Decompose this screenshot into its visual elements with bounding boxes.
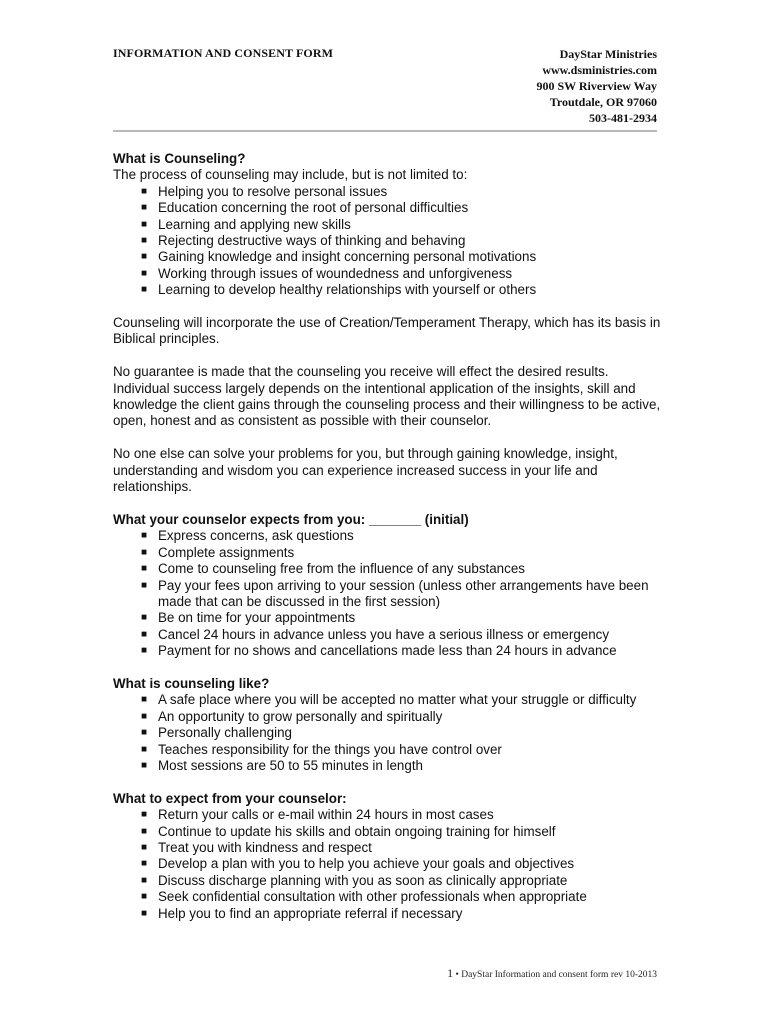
bullet-icon: ■ — [141, 825, 148, 837]
bullet-icon: ■ — [141, 628, 148, 640]
counselor-commitments-list — [113, 807, 661, 922]
list-item: ■ Be on time for your appointments — [141, 610, 356, 626]
bullet-icon: ■ — [141, 563, 148, 575]
list-item: ■ A safe place where you will be accepted no matter what your struggle or difficulty — [141, 692, 637, 708]
list-item: ■ Seek confidential consultation with other professionals when appropriate — [141, 889, 587, 905]
list-item: ■ Learning and applying new skills — [141, 216, 351, 232]
bullet-icon: ■ — [141, 202, 148, 214]
list-item: ■ Payment for no shows and cancellations made less than 24 hours in advance — [141, 643, 617, 659]
list-item: ■ Return your calls or e-mail within 24 hours in most cases — [141, 807, 494, 823]
list-item: ■ An opportunity to grow personally and spiritually — [141, 708, 443, 724]
bullet-icon: ■ — [141, 907, 148, 919]
footer-separator: • — [455, 970, 459, 980]
bullet-icon: ■ — [141, 251, 148, 263]
list-item: ■ Develop a plan with you to help you achieve your goals and objectives — [141, 856, 575, 872]
bullet-icon: ■ — [141, 546, 148, 558]
bullet-icon: ■ — [141, 759, 148, 771]
form-body — [113, 151, 661, 922]
form-title: INFORMATION AND CONSENT FORM — [113, 46, 334, 60]
section-heading-counselor-expects: What your counselor expects from you: _______ (initial) — [113, 511, 469, 527]
bullet-icon: ■ — [141, 579, 148, 591]
page-footer — [447, 966, 657, 981]
list-item: ■ Helping you to resolve personal issues — [141, 183, 388, 199]
list-item: ■ Gaining knowledge and insight concerning personal motivations — [141, 249, 537, 265]
section-heading-counseling-like: What is counseling like? — [113, 675, 270, 691]
footer-text: DayStar Information and consent form rev 10-2013 — [461, 970, 657, 980]
bullet-icon: ■ — [141, 694, 148, 706]
list-item: ■ Education concerning the root of personal difficulties — [141, 200, 469, 216]
counseling-process-list — [113, 184, 661, 299]
bullet-icon: ■ — [141, 218, 148, 230]
bullet-icon: ■ — [141, 874, 148, 886]
org-name: DayStar Ministries — [559, 47, 657, 61]
bullet-icon: ■ — [141, 710, 148, 722]
list-item: ■ Most sessions are 50 to 55 minutes in length — [141, 757, 423, 773]
header-divider — [113, 130, 657, 132]
list-item: ■ Help you to find an appropriate referral if necessary — [141, 905, 463, 921]
paragraph-therapy-basis: Counseling will incorporate the use of Creation/Temperament Therapy, which has its basis in Biblical principles. — [113, 315, 661, 347]
list-item: ■ Continue to update his skills and obtain ongoing training for himself — [141, 823, 556, 839]
list-item: ■ Teaches responsibility for the things you have control over — [141, 741, 502, 757]
list-item: ■ Rejecting destructive ways of thinking and behaving — [141, 233, 466, 249]
bullet-icon: ■ — [141, 267, 148, 279]
list-item: ■ Personally challenging — [141, 725, 292, 741]
org-city-state-zip: Troutdale, OR 97060 — [549, 95, 657, 109]
section-heading-expect-from-counselor: What to expect from your counselor: — [113, 790, 347, 806]
bullet-icon: ■ — [141, 645, 148, 657]
list-item: ■ Come to counseling free from the influence of any substances — [141, 561, 525, 577]
bullet-icon: ■ — [141, 809, 148, 821]
list-item: ■ Discuss discharge planning with you as soon as clinically appropriate — [141, 872, 568, 888]
org-phone: 503-481-2934 — [589, 111, 657, 125]
section-intro: The process of counseling may include, but is not limited to: — [113, 167, 468, 183]
bullet-icon: ■ — [141, 727, 148, 739]
bullet-icon: ■ — [141, 891, 148, 903]
bullet-icon: ■ — [141, 858, 148, 870]
section-heading-what-is-counseling: What is Counseling? — [113, 151, 246, 166]
org-address-block — [536, 46, 657, 126]
page-number: 1 — [447, 966, 454, 980]
list-item: ■ Express concerns, ask questions — [141, 528, 354, 544]
org-street: 900 SW Riverview Way — [536, 79, 657, 93]
bullet-icon: ■ — [141, 743, 148, 755]
bullet-icon: ■ — [141, 185, 148, 197]
list-item: ■ Treat you with kindness and respect — [141, 839, 372, 855]
org-website: www.dsministries.com — [542, 63, 657, 77]
bullet-icon: ■ — [141, 612, 148, 624]
client-expectations-list — [113, 528, 661, 659]
paragraph-success: No one else can solve your problems for you, but through gaining knowledge, insight, understanding and wisdom you can experience increased success in your life and relationships. — [113, 446, 618, 495]
bullet-icon: ■ — [141, 284, 148, 296]
list-item: ■ Pay your fees upon arriving to your session (unless other arrangements have been made that can be discussed in the first session) — [141, 577, 649, 609]
list-item: ■ Cancel 24 hours in advance unless you have a serious illness or emergency — [141, 626, 610, 642]
bullet-icon: ■ — [141, 841, 148, 853]
paragraph-no-guarantee: No guarantee is made that the counseling you receive will effect the desired results. Individual success largely depends on the intentional application of the insights, skill and knowledge the client gains through the counseling process and their willingness to be active, open, honest and as consistent as possible with their counselor. — [113, 364, 661, 429]
bullet-icon: ■ — [141, 235, 148, 247]
counseling-like-list — [113, 692, 661, 774]
list-item: ■ Learning to develop healthy relationships with yourself or others — [141, 282, 537, 298]
list-item: ■ Working through issues of woundedness and unforgiveness — [141, 265, 513, 281]
list-item: ■ Complete assignments — [141, 544, 295, 560]
bullet-icon: ■ — [141, 530, 148, 542]
